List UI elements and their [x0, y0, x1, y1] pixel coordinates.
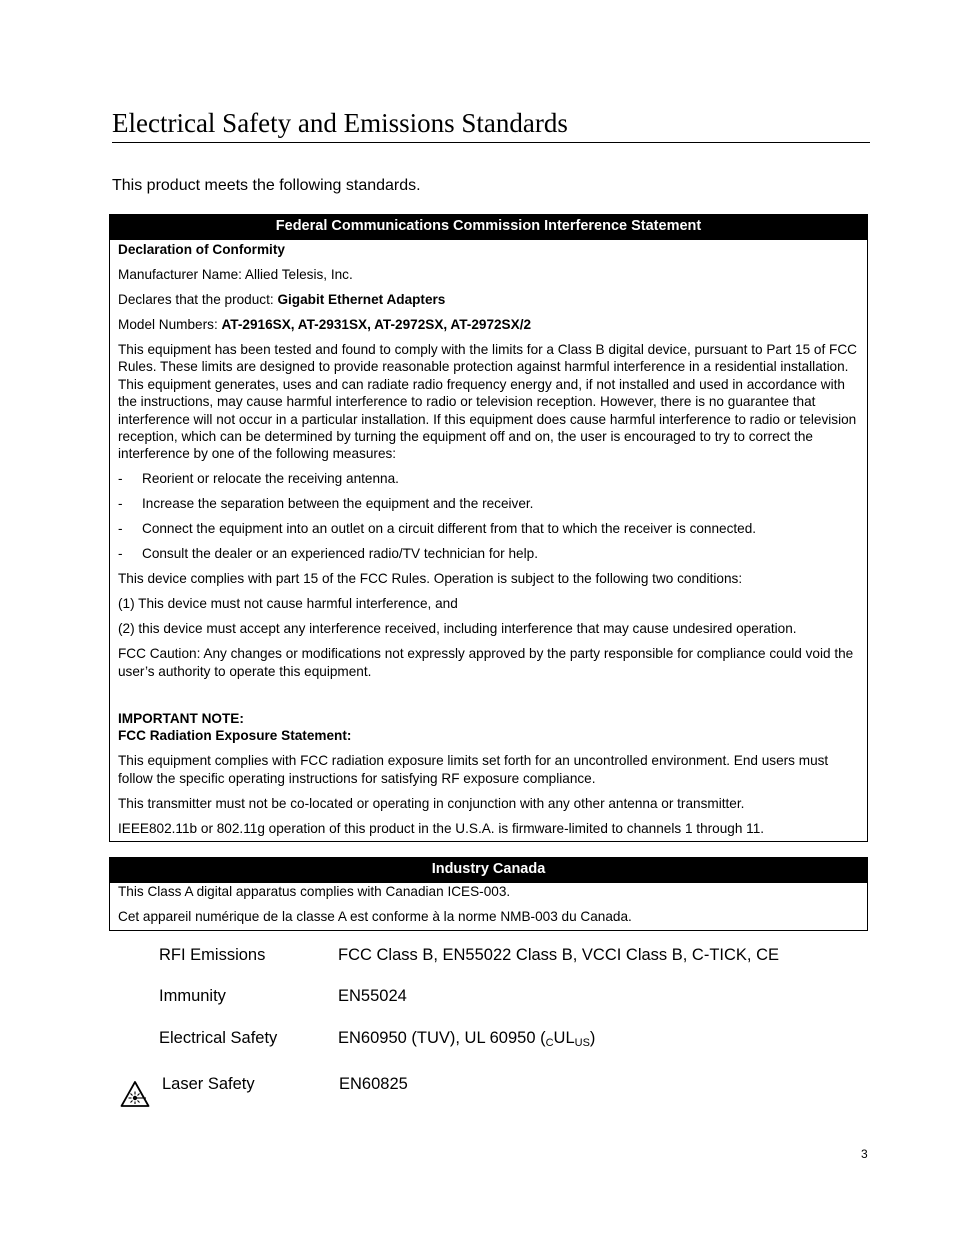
laser-safety-value: EN60825: [339, 1075, 408, 1093]
list-item: [118, 495, 859, 512]
bullet-dash: -: [118, 521, 123, 537]
channels-statement: IEEE802.11b or 802.11g operation of this product in the U.S.A. is firmware-limited to channels 1 through 11.: [118, 820, 765, 836]
model-numbers: AT-2916SX, AT-2931SX, AT-2972SX, AT-2972SX/2: [221, 317, 532, 332]
safety-value-suffix: ): [589, 1029, 596, 1047]
us-subscript: US: [574, 1037, 590, 1049]
condition-1: (1) This device must not cause harmful interference, and: [118, 596, 458, 612]
measure-text: Consult the dealer or an experienced radio/TV technician for help.: [142, 546, 538, 562]
ic-french-statement: Cet appareil numérique de la classe A est conforme à la norme NMB-003 du Canada.: [118, 908, 632, 924]
measure-text: Increase the separation between the equipment and the receiver.: [142, 496, 534, 512]
fcc-header: Federal Communications Commission Interference Statement: [110, 215, 867, 240]
electrical-safety-value: [338, 1028, 595, 1053]
model-prefix: Model Numbers:: [118, 317, 222, 332]
immunity-value: EN55024: [338, 987, 407, 1005]
c-subscript: C: [545, 1037, 554, 1049]
electrical-safety-row: [159, 1028, 595, 1053]
rfi-emissions-label: RFI Emissions: [159, 946, 266, 964]
compliance-paragraph: This equipment has been tested and found to comply with the limits for a Class B digital device, pursuant to Part 15 of FCC Rules. These limits are designed to provide reasonable protection against harmful interference in a residential installation. This equipment generates, uses and can radiate radio frequency energy and, if not installed and used in accordance with the instructions, may cause harmful interference to radio or television reception. However, there is no guarantee that interference will not occur in a particular installation. If this equipment does cause harmful interference to radio or television reception, which can be determined by turning the equipment off and on, the user is encouraged to try to correct the interference by one of the following measures:: [118, 342, 857, 462]
bullet-dash: -: [118, 496, 123, 512]
electrical-safety-label: Electrical Safety: [159, 1029, 278, 1047]
product-prefix: Declares that the product:: [118, 292, 278, 307]
list-item: [118, 520, 859, 537]
title-rule: [112, 142, 870, 143]
product-name: Gigabit Ethernet Adapters: [277, 292, 446, 307]
radiation-paragraph: This equipment complies with FCC radiation exposure limits set forth for an uncontrolled environment. End users must follow the specific operating instructions for satisfying RF exposure compliance.: [118, 753, 829, 786]
ul-mark: UL: [553, 1029, 575, 1047]
fcc-statement-box: [109, 214, 868, 842]
spacer: [118, 688, 859, 710]
laser-safety-label: Laser Safety: [162, 1075, 255, 1093]
page-number: 3: [861, 1147, 868, 1161]
immunity-label: Immunity: [159, 987, 226, 1005]
colocation-statement: This transmitter must not be co-located or operating in conjunction with any other antenna or transmitter.: [118, 795, 745, 811]
rfi-emissions-value: FCC Class B, EN55022 Class B, VCCI Class B, C-TICK, CE: [338, 946, 780, 964]
rfi-emissions-row: [159, 945, 779, 965]
ic-english-statement: This Class A digital apparatus complies with Canadian ICES-003.: [118, 884, 511, 899]
list-item: [118, 470, 859, 487]
page-title: Electrical Safety and Emissions Standards: [112, 108, 568, 138]
product-line: [118, 291, 859, 308]
bullet-dash: -: [118, 471, 123, 487]
fcc-body: [110, 240, 867, 837]
measure-text: Connect the equipment into an outlet on a circuit different from that to which the receiver is connected.: [142, 521, 757, 537]
measure-text: Reorient or relocate the receiving antenna.: [142, 471, 399, 487]
laser-safety-row: [162, 1074, 408, 1094]
radiation-heading: FCC Radiation Exposure Statement:: [118, 728, 352, 744]
industry-canada-box: [109, 857, 868, 931]
bullet-dash: -: [118, 546, 123, 562]
industry-canada-header: Industry Canada: [110, 858, 867, 883]
part15-statement: This device complies with part 15 of the FCC Rules. Operation is subject to the following two conditions:: [118, 571, 743, 587]
list-item: [118, 545, 859, 562]
model-line: [118, 316, 859, 333]
important-note-heading: IMPORTANT NOTE:: [118, 710, 244, 726]
fcc-caution: FCC Caution: Any changes or modifications not expressly approved by the party responsible for compliance could void the user’s authority to operate this equipment.: [118, 646, 854, 679]
intro-text: This product meets the following standards.: [112, 177, 421, 194]
immunity-row: [159, 986, 407, 1006]
condition-2: (2) this device must accept any interference received, including interference that may cause undesired operation.: [118, 621, 797, 637]
industry-canada-body: [110, 883, 867, 925]
laser-warning-icon: [120, 1080, 150, 1108]
safety-value-prefix: EN60950 (TUV), UL 60950 (: [338, 1029, 546, 1047]
manufacturer-name: Manufacturer Name: Allied Telesis, Inc.: [118, 267, 353, 282]
declaration-heading: Declaration of Conformity: [118, 242, 285, 257]
